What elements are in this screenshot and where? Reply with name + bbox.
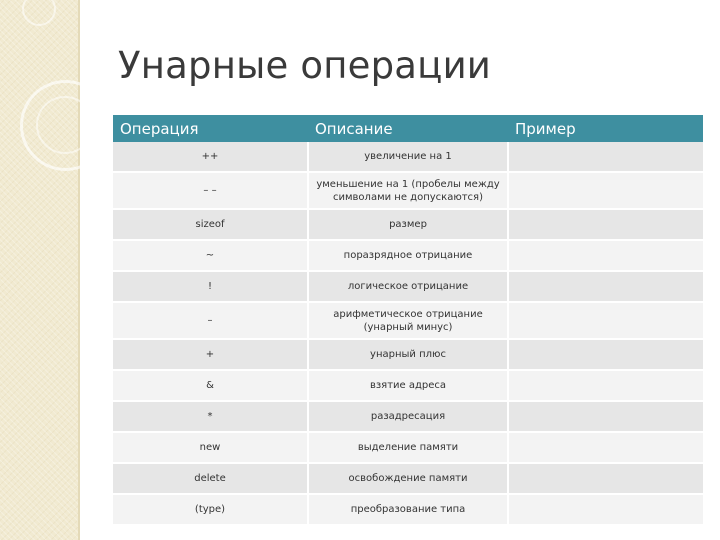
table-row: [113, 463, 703, 494]
example-cell: [508, 494, 703, 525]
table-header-row: [113, 115, 703, 142]
operation-cell: !: [113, 271, 308, 302]
operation-cell: – –: [113, 172, 308, 209]
operation-cell: +: [113, 339, 308, 370]
description-cell: поразрядное отрицание: [308, 240, 508, 271]
table-row: [113, 494, 703, 525]
table-row: [113, 172, 703, 209]
example-cell: [508, 339, 703, 370]
description-cell: выделение памяти: [308, 432, 508, 463]
description-cell: размер: [308, 209, 508, 240]
example-cell: [508, 172, 703, 209]
description-cell: освобождение памяти: [308, 463, 508, 494]
operation-cell: ++: [113, 142, 308, 172]
operation-cell: new: [113, 432, 308, 463]
header-description: Описание: [308, 115, 508, 142]
table-row: [113, 209, 703, 240]
description-cell: уменьшение на 1 (пробелы между символами не допускаются): [308, 172, 508, 209]
unary-operations-table: [113, 115, 703, 526]
description-cell: унарный плюс: [308, 339, 508, 370]
example-cell: [508, 370, 703, 401]
table-row: [113, 240, 703, 271]
description-cell: увеличение на 1: [308, 142, 508, 172]
operation-cell: *: [113, 401, 308, 432]
table-row: [113, 339, 703, 370]
description-cell: взятие адреса: [308, 370, 508, 401]
table-row: [113, 142, 703, 172]
table-row: [113, 370, 703, 401]
operation-cell: ~: [113, 240, 308, 271]
slide-title: Унарные операции: [118, 44, 492, 87]
description-cell: логическое отрицание: [308, 271, 508, 302]
example-cell: [508, 302, 703, 339]
example-cell: [508, 463, 703, 494]
operation-cell: &: [113, 370, 308, 401]
example-cell: [508, 209, 703, 240]
description-cell: арифметическое отрицание (унарный минус): [308, 302, 508, 339]
description-cell: преобразование типа: [308, 494, 508, 525]
decorative-circle-inner: [36, 96, 94, 154]
example-cell: [508, 142, 703, 172]
example-cell: [508, 240, 703, 271]
description-cell: разадресация: [308, 401, 508, 432]
operation-cell: (type): [113, 494, 308, 525]
operation-cell: delete: [113, 463, 308, 494]
header-operation: Операция: [113, 115, 308, 142]
operation-cell: –: [113, 302, 308, 339]
header-example: Пример: [508, 115, 703, 142]
table-row: [113, 271, 703, 302]
example-cell: [508, 401, 703, 432]
table-row: [113, 401, 703, 432]
operation-cell: sizeof: [113, 209, 308, 240]
example-cell: [508, 271, 703, 302]
table-row: [113, 432, 703, 463]
example-cell: [508, 432, 703, 463]
table-row: [113, 302, 703, 339]
